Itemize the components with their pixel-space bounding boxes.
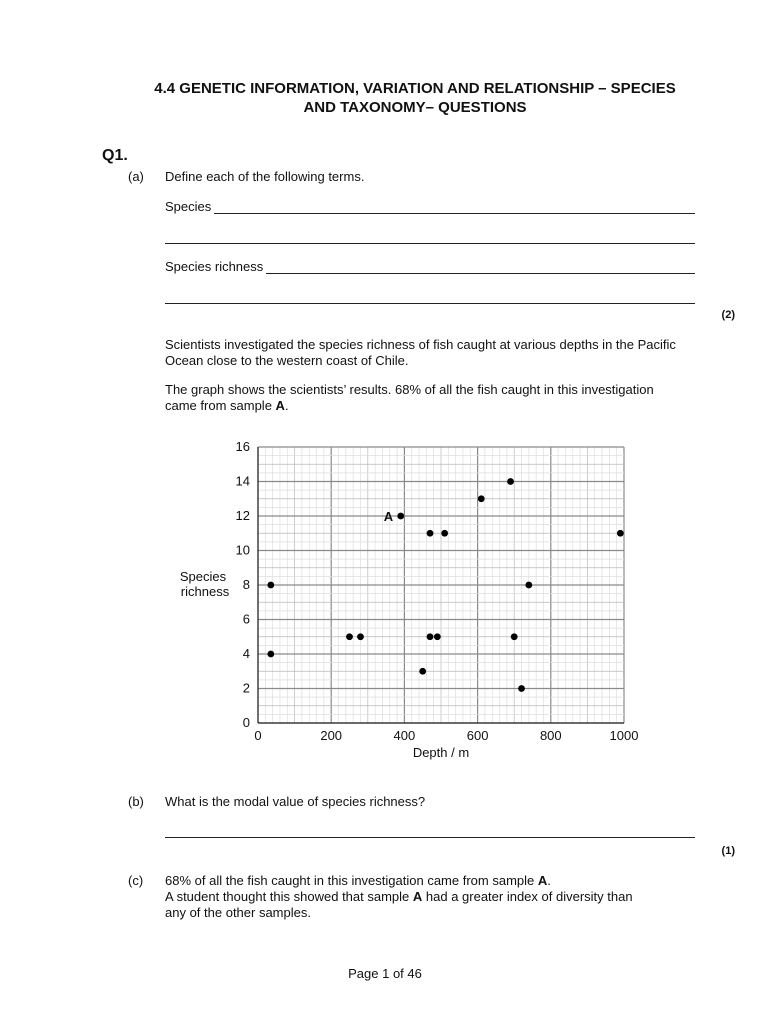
part-c-line-1 <box>165 873 695 889</box>
data-point <box>507 478 514 485</box>
y-tick-label: 4 <box>242 646 250 661</box>
part-b-prompt: What is the modal value of species richness? <box>165 794 426 809</box>
part-c-line-2-bold: A <box>412 889 423 904</box>
data-point <box>419 668 426 675</box>
sample-a-ref: A <box>275 398 285 413</box>
data-point <box>267 582 274 589</box>
data-point <box>427 633 434 640</box>
data-point <box>267 651 274 658</box>
part-c-text <box>165 873 695 921</box>
data-point <box>511 633 518 640</box>
species-richness-chart <box>170 435 650 765</box>
part-a-prompt: Define each of the following terms. <box>165 169 365 184</box>
context-paragraph-2 <box>165 382 655 414</box>
data-point <box>397 513 404 520</box>
part-c-line-1-text: 68% of all the fish caught in this investigation came from sample <box>165 873 538 888</box>
data-point <box>478 495 485 502</box>
data-point <box>434 633 441 640</box>
part-a-label: (a) <box>128 169 144 184</box>
context-paragraph-2-end: . <box>284 398 289 413</box>
species-answer-line[interactable] <box>165 199 695 214</box>
data-point <box>617 530 624 537</box>
chart-grid <box>258 447 624 723</box>
species-term-label: Species <box>165 199 212 214</box>
species-richness-answer-fill[interactable] <box>266 261 695 274</box>
data-point <box>346 633 353 640</box>
part-a-marks: (2) <box>721 309 735 321</box>
x-tick-label: 800 <box>539 728 562 743</box>
y-tick-label: 0 <box>242 715 250 730</box>
x-tick-label: 1000 <box>609 728 639 743</box>
point-annotation-a: A <box>383 509 394 524</box>
title-line-1: 4.4 GENETIC INFORMATION, VARIATION AND RELATIONSHIP – SPECIES <box>154 80 676 97</box>
part-c-line-1-end: . <box>547 873 551 888</box>
question-number: Q1. <box>102 147 128 164</box>
x-axis-label: Depth / m <box>412 745 470 760</box>
context-paragraph-2-text: The graph shows the scientists’ results. 68% of all the fish caught in this investigation came from sample <box>165 382 654 413</box>
context-paragraph-1: Scientists investigated the species richness of fish caught at various depths in the Pacific Ocean close to the western coast of Chile. <box>165 337 676 368</box>
y-axis-label-line-2: richness <box>180 584 230 599</box>
y-axis-label-line-1: Species <box>179 569 227 584</box>
species-answer-fill[interactable] <box>214 201 695 214</box>
species-richness-term-label: Species richness <box>165 259 264 274</box>
page-number: Page 1 of 46 <box>348 966 422 981</box>
y-tick-label: 14 <box>235 473 250 489</box>
data-point <box>518 685 525 692</box>
part-b-marks: (1) <box>721 845 735 857</box>
x-tick-label: 0 <box>254 728 262 743</box>
y-tick-label: 10 <box>235 542 250 558</box>
y-tick-label: 16 <box>235 439 250 454</box>
species-richness-answer-line[interactable] <box>165 259 695 274</box>
part-b-label: (b) <box>128 794 144 809</box>
data-point <box>427 530 434 537</box>
page-title <box>90 79 740 117</box>
title-line-2: AND TAXONOMY– QUESTIONS <box>303 99 527 116</box>
y-tick-label: 12 <box>235 508 250 523</box>
part-c-line-2-end: had a greater index of diversity than <box>422 889 633 904</box>
part-b-answer-line[interactable] <box>165 825 695 838</box>
y-tick-label: 2 <box>242 680 250 696</box>
y-tick-label: 8 <box>242 577 250 592</box>
part-c-line-1-bold: A <box>537 873 548 888</box>
y-tick-label: 6 <box>242 611 250 627</box>
part-c-line-3: any of the other samples. <box>165 905 311 920</box>
x-tick-label: 600 <box>466 728 489 743</box>
part-c-label: (c) <box>128 873 144 888</box>
x-tick-label: 200 <box>320 728 343 743</box>
x-tick-label: 400 <box>393 728 416 743</box>
data-point <box>357 633 364 640</box>
data-point <box>525 582 532 589</box>
species-answer-line-2[interactable] <box>165 231 695 244</box>
data-point <box>441 530 448 537</box>
species-richness-answer-line-2[interactable] <box>165 291 695 304</box>
part-c-line-2-text: A student thought this showed that sample <box>165 889 413 904</box>
part-c-line-2 <box>165 889 695 905</box>
